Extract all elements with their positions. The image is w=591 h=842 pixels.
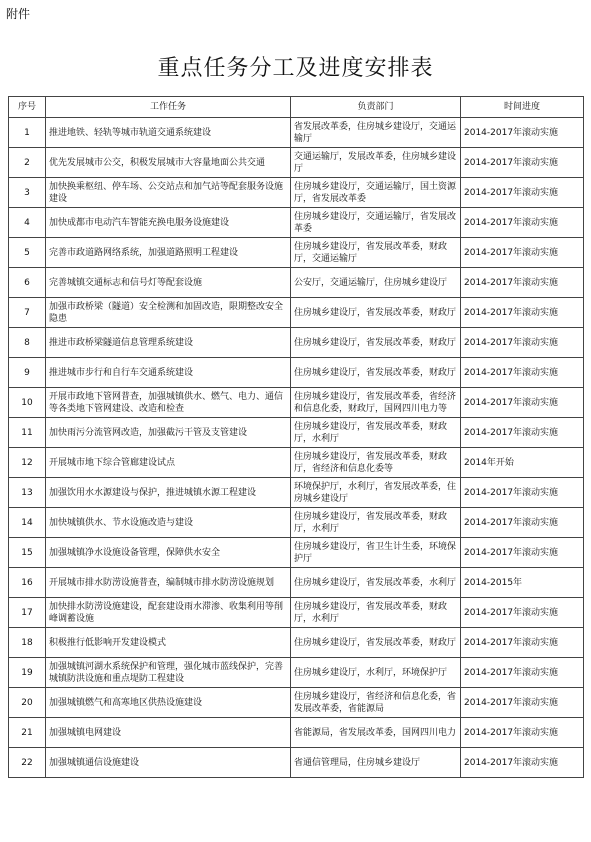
table-row bbox=[9, 208, 584, 238]
table-row bbox=[9, 688, 584, 718]
cell-no: 4 bbox=[9, 208, 46, 238]
table-row bbox=[9, 478, 584, 508]
cell-no: 8 bbox=[9, 328, 46, 358]
header-task: 工作任务 bbox=[46, 97, 291, 118]
table-header-row bbox=[9, 97, 584, 118]
cell-time: 2014-2017年滚动实施 bbox=[461, 388, 584, 418]
table-body bbox=[9, 118, 584, 778]
cell-no: 9 bbox=[9, 358, 46, 388]
cell-no: 7 bbox=[9, 298, 46, 328]
header-no: 序号 bbox=[9, 97, 46, 118]
cell-dept: 住房城乡建设厅，省发展改革委，财政厅，水利厅 bbox=[291, 418, 461, 448]
cell-task: 加强市政桥梁（隧道）安全检测和加固改造，限期整改安全隐患 bbox=[46, 298, 291, 328]
cell-time: 2014-2017年滚动实施 bbox=[461, 748, 584, 778]
cell-time: 2014-2017年滚动实施 bbox=[461, 628, 584, 658]
cell-time: 2014-2017年滚动实施 bbox=[461, 508, 584, 538]
cell-task: 完善城镇交通标志和信号灯等配套设施 bbox=[46, 268, 291, 298]
table-row bbox=[9, 568, 584, 598]
cell-task: 加强城镇净水设施设备管理，保障供水安全 bbox=[46, 538, 291, 568]
cell-time: 2014-2017年滚动实施 bbox=[461, 538, 584, 568]
table-row bbox=[9, 358, 584, 388]
cell-task: 推进城市步行和自行车交通系统建设 bbox=[46, 358, 291, 388]
cell-no: 1 bbox=[9, 118, 46, 148]
table-row bbox=[9, 268, 584, 298]
task-schedule-table bbox=[8, 96, 584, 778]
cell-time: 2014-2017年滚动实施 bbox=[461, 718, 584, 748]
cell-task: 开展城市排水防涝设施普查，编制城市排水防涝设施规划 bbox=[46, 568, 291, 598]
cell-dept: 环境保护厅，水利厅，省发展改革委，住房城乡建设厅 bbox=[291, 478, 461, 508]
cell-time: 2014-2017年滚动实施 bbox=[461, 178, 584, 208]
cell-task: 开展市政地下管网普查，加强城镇供水、燃气、电力、通信等各类地下管网建设、改造和检查 bbox=[46, 388, 291, 418]
cell-no: 13 bbox=[9, 478, 46, 508]
cell-dept: 交通运输厅，发展改革委，住房城乡建设厅 bbox=[291, 148, 461, 178]
table-row bbox=[9, 418, 584, 448]
cell-no: 17 bbox=[9, 598, 46, 628]
cell-dept: 公安厅，交通运输厅，住房城乡建设厅 bbox=[291, 268, 461, 298]
header-dept: 负责部门 bbox=[291, 97, 461, 118]
cell-time: 2014-2017年滚动实施 bbox=[461, 298, 584, 328]
cell-time: 2014-2017年滚动实施 bbox=[461, 268, 584, 298]
cell-time: 2014-2017年滚动实施 bbox=[461, 148, 584, 178]
cell-no: 2 bbox=[9, 148, 46, 178]
cell-no: 11 bbox=[9, 418, 46, 448]
table-row bbox=[9, 748, 584, 778]
cell-task: 加强城镇燃气和高寒地区供热设施建设 bbox=[46, 688, 291, 718]
cell-no: 18 bbox=[9, 628, 46, 658]
cell-no: 10 bbox=[9, 388, 46, 418]
cell-task: 加强城镇电网建设 bbox=[46, 718, 291, 748]
cell-dept: 省通信管理局，住房城乡建设厅 bbox=[291, 748, 461, 778]
cell-dept: 省能源局，省发展改革委，国网四川电力 bbox=[291, 718, 461, 748]
table-row bbox=[9, 658, 584, 688]
cell-no: 16 bbox=[9, 568, 46, 598]
table-row bbox=[9, 598, 584, 628]
cell-task: 推进市政桥梁隧道信息管理系统建设 bbox=[46, 328, 291, 358]
header-time: 时间进度 bbox=[461, 97, 584, 118]
cell-dept: 住房城乡建设厅，省发展改革委，财政厅，水利厅 bbox=[291, 598, 461, 628]
cell-time: 2014-2017年滚动实施 bbox=[461, 328, 584, 358]
cell-task: 积极推行低影响开发建设模式 bbox=[46, 628, 291, 658]
table-row bbox=[9, 388, 584, 418]
cell-dept: 省发展改革委，住房城乡建设厅，交通运输厅 bbox=[291, 118, 461, 148]
table-row bbox=[9, 628, 584, 658]
cell-no: 3 bbox=[9, 178, 46, 208]
cell-no: 19 bbox=[9, 658, 46, 688]
cell-task: 优先发展城市公交，积极发展城市大容量地面公共交通 bbox=[46, 148, 291, 178]
cell-dept: 住房城乡建设厅，省发展改革委，财政厅 bbox=[291, 358, 461, 388]
cell-task: 加快城镇供水、节水设施改造与建设 bbox=[46, 508, 291, 538]
cell-time: 2014-2017年滚动实施 bbox=[461, 238, 584, 268]
cell-dept: 住房城乡建设厅，省发展改革委，水利厅 bbox=[291, 568, 461, 598]
cell-dept: 住房城乡建设厅，省发展改革委，财政厅 bbox=[291, 298, 461, 328]
table-row bbox=[9, 448, 584, 478]
cell-no: 15 bbox=[9, 538, 46, 568]
cell-dept: 住房城乡建设厅，水利厅，环境保护厅 bbox=[291, 658, 461, 688]
table-row bbox=[9, 148, 584, 178]
cell-time: 2014-2017年滚动实施 bbox=[461, 358, 584, 388]
cell-task: 加强城镇通信设施建设 bbox=[46, 748, 291, 778]
cell-time: 2014-2017年滚动实施 bbox=[461, 118, 584, 148]
attachment-label: 附件 bbox=[6, 7, 31, 21]
cell-time: 2014-2017年滚动实施 bbox=[461, 478, 584, 508]
cell-dept: 住房城乡建设厅，省发展改革委，省经济和信息化委，财政厅，国网四川电力等 bbox=[291, 388, 461, 418]
cell-time: 2014-2017年滚动实施 bbox=[461, 598, 584, 628]
cell-dept: 住房城乡建设厅，交通运输厅，省发展改革委 bbox=[291, 208, 461, 238]
cell-task: 加快排水防涝设施建设，配套建设雨水滞渗、收集利用等削峰调蓄设施 bbox=[46, 598, 291, 628]
cell-no: 22 bbox=[9, 748, 46, 778]
cell-no: 21 bbox=[9, 718, 46, 748]
cell-dept: 住房城乡建设厅，省发展改革委，财政厅 bbox=[291, 628, 461, 658]
cell-no: 14 bbox=[9, 508, 46, 538]
cell-time: 2014-2017年滚动实施 bbox=[461, 658, 584, 688]
cell-task: 加快雨污分流管网改造，加强截污干管及支管建设 bbox=[46, 418, 291, 448]
cell-no: 5 bbox=[9, 238, 46, 268]
cell-task: 加快成都市电动汽车智能充换电服务设施建设 bbox=[46, 208, 291, 238]
cell-task: 加强城镇河湖水系统保护和管理，强化城市蓝线保护，完善城镇防洪设施和重点堤防工程建设 bbox=[46, 658, 291, 688]
cell-no: 6 bbox=[9, 268, 46, 298]
cell-no: 12 bbox=[9, 448, 46, 478]
page-title: 重点任务分工及进度安排表 bbox=[157, 56, 434, 81]
cell-dept: 住房城乡建设厅，省发展改革委，财政厅，水利厅 bbox=[291, 508, 461, 538]
cell-time: 2014-2015年 bbox=[461, 568, 584, 598]
cell-dept: 住房城乡建设厅，省发展改革委，财政厅 bbox=[291, 328, 461, 358]
table-row bbox=[9, 118, 584, 148]
table-row bbox=[9, 298, 584, 328]
cell-time: 2014-2017年滚动实施 bbox=[461, 688, 584, 718]
cell-task: 开展城市地下综合管廊建设试点 bbox=[46, 448, 291, 478]
cell-dept: 住房城乡建设厅，省卫生计生委，环境保护厅 bbox=[291, 538, 461, 568]
cell-dept: 住房城乡建设厅，省发展改革委，财政厅，省经济和信息化委等 bbox=[291, 448, 461, 478]
cell-task: 加强饮用水水源建设与保护，推进城镇水源工程建设 bbox=[46, 478, 291, 508]
cell-dept: 住房城乡建设厅，省经济和信息化委，省发展改革委，省能源局 bbox=[291, 688, 461, 718]
cell-task: 完善市政道路网络系统，加强道路照明工程建设 bbox=[46, 238, 291, 268]
cell-task: 加快换乘枢纽、停车场、公交站点和加气站等配套服务设施建设 bbox=[46, 178, 291, 208]
cell-dept: 住房城乡建设厅，省发展改革委，财政厅，交通运输厅 bbox=[291, 238, 461, 268]
table-row bbox=[9, 718, 584, 748]
table-row bbox=[9, 538, 584, 568]
table-row bbox=[9, 508, 584, 538]
table-row bbox=[9, 238, 584, 268]
cell-time: 2014-2017年滚动实施 bbox=[461, 208, 584, 238]
table-row bbox=[9, 328, 584, 358]
table-row bbox=[9, 178, 584, 208]
cell-time: 2014年开始 bbox=[461, 448, 584, 478]
cell-no: 20 bbox=[9, 688, 46, 718]
cell-dept: 住房城乡建设厅，交通运输厅，国土资源厅，省发展改革委 bbox=[291, 178, 461, 208]
cell-time: 2014-2017年滚动实施 bbox=[461, 418, 584, 448]
cell-task: 推进地铁、轻轨等城市轨道交通系统建设 bbox=[46, 118, 291, 148]
